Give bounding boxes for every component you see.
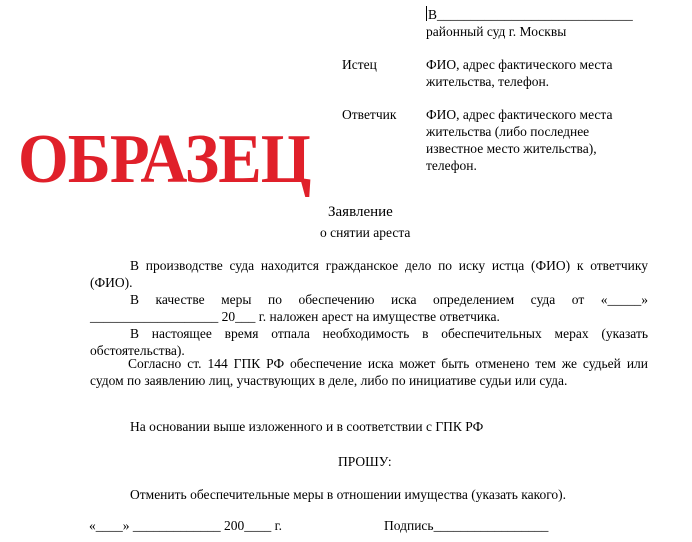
defendant-label: Ответчик [342, 107, 397, 122]
court-line [426, 6, 633, 23]
text-cursor [426, 6, 427, 21]
plaintiff-label: Истец [342, 57, 377, 72]
document-subtitle: о снятии ареста [320, 225, 411, 240]
paragraph-1: В производстве суда находится гражданское дело по иску истца (ФИО) к ответчику (ФИО). [90, 258, 648, 290]
request-heading: ПРОШУ: [338, 454, 392, 469]
date-line: «____» _____________ 200____ г. [89, 518, 283, 533]
court-label: районный суд г. Москвы [426, 24, 567, 39]
paragraph-3: В настоящее время отпала необходимость в обеспечительных мерах (указать обстоятельства). [90, 326, 648, 358]
request-text: Отменить обеспечительные меры в отношении имущества (указать какого). [130, 487, 567, 502]
court-blank: _____________________________ [437, 7, 633, 22]
court-prefix: В [428, 7, 438, 22]
document-title: Заявление [328, 204, 393, 220]
basis-line: На основании выше изложенного и в соответствии с ГПК РФ [130, 419, 484, 434]
defendant-line-3: известное место жительства), [426, 141, 597, 156]
defendant-line-2: жительства (либо последнее [426, 124, 590, 139]
sample-watermark: ОБРАЗЕЦ [18, 121, 311, 198]
defendant-line-1: ФИО, адрес фактического места [426, 107, 613, 122]
paragraph-4: Согласно ст. 144 ГПК РФ обеспечение иска может быть отменено тем же судьей или судом по заявлению лиц, участвующих в деле, либо по инициативе судьи или суда. [90, 356, 648, 388]
paragraph-2-line-1: В качестве меры по обеспечению иска определением суда от «_____» [130, 292, 648, 307]
plaintiff-line-1: ФИО, адрес фактического места [426, 57, 613, 72]
defendant-line-4: телефон. [426, 158, 477, 173]
plaintiff-line-2: жительства, телефон. [426, 74, 550, 89]
paragraph-2-line-2: ___________________ 20___ г. наложен арест на имуществе ответчика. [90, 309, 500, 324]
signature-line: Подпись_________________ [384, 518, 549, 533]
